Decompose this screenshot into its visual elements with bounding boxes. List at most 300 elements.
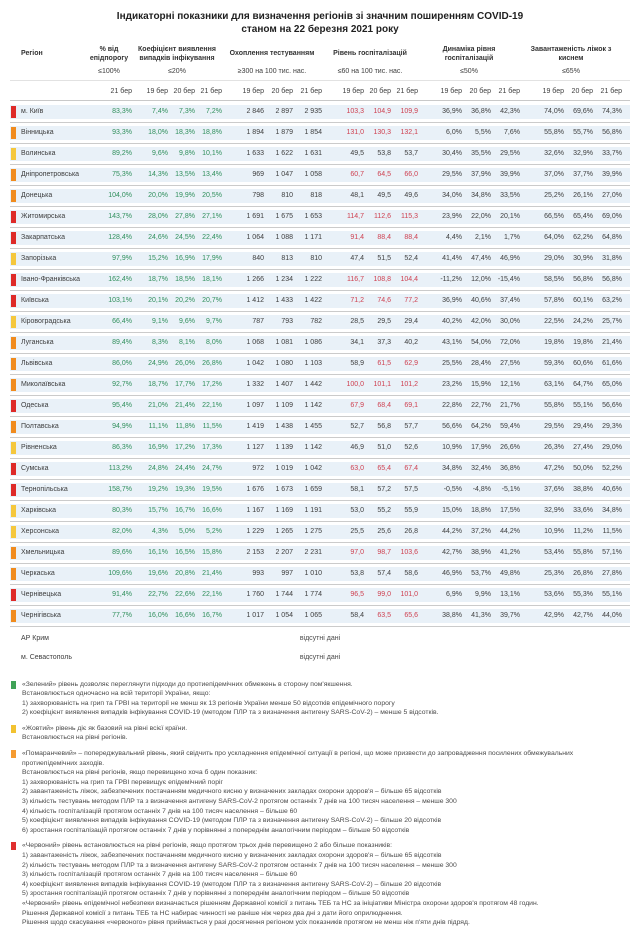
column-group-threshold: ≤100% — [98, 67, 120, 75]
cell-detection: 14,3% — [148, 171, 168, 178]
table-row — [10, 105, 630, 119]
cell-dynamics: 36,9% — [442, 108, 462, 115]
cell-oxygen-beds: 56,8% — [602, 276, 622, 283]
cell-oxygen-beds: 19,8% — [573, 339, 593, 346]
cell-testing: 1 659 — [304, 486, 322, 493]
cell-epid-threshold: 109,6% — [108, 570, 132, 577]
cell-testing: 1 065 — [304, 612, 322, 619]
column-date-label: 20 бер — [369, 87, 391, 95]
region-name: м. Київ — [21, 108, 44, 115]
cell-detection: 13,5% — [175, 171, 195, 178]
cell-oxygen-beds: 64,7% — [573, 381, 593, 388]
cell-oxygen-beds: 56,8% — [573, 276, 593, 283]
cell-detection: 17,3% — [202, 444, 222, 451]
cell-testing: 1 109 — [275, 402, 293, 409]
cell-oxygen-beds: 52,2% — [602, 465, 622, 472]
cell-epid-threshold: 128,4% — [108, 234, 132, 241]
region-name: Запорізька — [21, 255, 57, 262]
cell-detection: 24,8% — [148, 465, 168, 472]
page-title-line2: станом на 22 березня 2021 року — [241, 24, 399, 35]
cell-testing: 1 047 — [275, 171, 293, 178]
cell-hospitalization: 69,1 — [404, 402, 418, 409]
cell-dynamics: 2,1% — [475, 234, 491, 241]
cell-hospitalization: 65,6 — [404, 612, 418, 619]
cell-detection: 17,9% — [202, 255, 222, 262]
cell-dynamics: 29,5% — [442, 171, 462, 178]
table-row — [10, 336, 630, 350]
column-date-label: 20 бер — [271, 87, 293, 95]
cell-hospitalization: 57,2 — [377, 486, 391, 493]
legend-line: Рішення Державної комісії з питань ТЕБ та НС набирає чинності не раніше ніж через два дні з дати його оприлюднення. — [22, 909, 403, 917]
cell-detection: 22,1% — [202, 402, 222, 409]
region-name: Хмельницька — [21, 549, 65, 556]
legend-line: Встановлюється одночасно на всій території України, якщо: — [22, 690, 211, 698]
cell-hospitalization: 88,4 — [377, 234, 391, 241]
cell-detection: 7,4% — [152, 108, 168, 115]
cell-detection: 20,8% — [175, 570, 195, 577]
cell-oxygen-beds: 27,0% — [602, 192, 622, 199]
cell-dynamics: 6,0% — [446, 129, 462, 136]
cell-epid-threshold: 89,4% — [112, 339, 132, 346]
cell-testing: 1 068 — [246, 339, 264, 346]
cell-testing: 1 054 — [275, 612, 293, 619]
cell-oxygen-beds: 47,2% — [544, 465, 564, 472]
cell-hospitalization: 61,5 — [377, 360, 391, 367]
cell-detection: 8,1% — [179, 339, 195, 346]
table-row — [10, 378, 630, 392]
cell-testing: 1 139 — [275, 444, 293, 451]
cell-testing: 1 229 — [246, 528, 264, 535]
cell-oxygen-beds: 57,1% — [602, 549, 622, 556]
cell-detection: 7,3% — [179, 108, 195, 115]
cell-detection: 22,6% — [175, 591, 195, 598]
cell-oxygen-beds: 56,8% — [602, 129, 622, 136]
cell-hospitalization: 101,0 — [400, 591, 418, 598]
cell-epid-threshold: 91,4% — [112, 591, 132, 598]
cell-oxygen-beds: 55,1% — [573, 402, 593, 409]
region-name: Полтавська — [21, 423, 59, 430]
cell-hospitalization: 29,4 — [404, 318, 418, 325]
cell-hospitalization: 66,0 — [404, 171, 418, 178]
table-header — [10, 46, 630, 101]
cell-detection: 19,6% — [148, 570, 168, 577]
orange-level-square-icon — [11, 750, 16, 758]
column-group-threshold: ≥300 на 100 тис. нас. — [237, 67, 307, 75]
table-row — [10, 567, 630, 581]
cell-testing: 2 846 — [246, 108, 264, 115]
cell-epid-threshold: 86,0% — [112, 360, 132, 367]
cell-detection: 7,2% — [206, 108, 222, 115]
cell-testing: 1 275 — [304, 528, 322, 535]
cell-detection: 20,5% — [202, 192, 222, 199]
cell-detection: 26,8% — [202, 360, 222, 367]
cell-testing: 1 676 — [246, 486, 264, 493]
column-date-label: 21 бер — [110, 87, 132, 95]
legend-line: 1) завантаженість ліжок, забезпечених постачанням медичного кисню у визначених закладах охорони здоров'я – більше 65 відсотків — [22, 852, 442, 859]
region-name: Кіровоградська — [21, 318, 71, 325]
cell-hospitalization: 60,7 — [350, 171, 364, 178]
column-group-title: Завантаженість ліжок з киснем — [530, 46, 612, 62]
cell-testing: 1 433 — [275, 297, 293, 304]
cell-dynamics: 34,8% — [471, 192, 491, 199]
legend-line: Встановлюється на рівні регіонів. — [22, 734, 128, 742]
cell-detection: 27,8% — [175, 213, 195, 220]
cell-dynamics: 30,4% — [442, 150, 462, 157]
cell-epid-threshold: 89,2% — [112, 150, 132, 157]
region-name: Львівська — [21, 360, 53, 367]
cell-hospitalization: 64,5 — [377, 171, 391, 178]
region-name: Київська — [21, 297, 49, 304]
cell-epid-threshold: 158,7% — [108, 486, 132, 493]
table-row — [10, 609, 630, 623]
cell-detection: 19,2% — [148, 486, 168, 493]
cell-detection: 16,1% — [148, 549, 168, 556]
cell-hospitalization: 62,9 — [404, 360, 418, 367]
cell-oxygen-beds: 32,6% — [544, 150, 564, 157]
column-date-label: 19 бер — [242, 87, 264, 95]
cell-detection: 18,3% — [175, 129, 195, 136]
legend-line: 4) коефіцієнт виявлення випадків інфікування COVID-19 (методом ПЛР та з визначення антигену SARS-CoV-2) – більше 20 відсотків — [22, 880, 442, 888]
cell-testing: 1 142 — [304, 402, 322, 409]
cell-testing: 810 — [310, 255, 322, 262]
table-header-dates — [10, 88, 630, 101]
column-header-region: Регіон — [21, 50, 43, 58]
cell-dynamics: 56,6% — [442, 423, 462, 430]
cell-testing: 810 — [281, 192, 293, 199]
column-date-label: 19 бер — [440, 87, 462, 95]
data-table — [10, 101, 630, 623]
legend-line: 2) завантаженість ліжок, забезпечених постачанням медичного кисню у визначених закладах охорони здоров'я – більше 65 відсотків — [22, 788, 442, 796]
legend-line: Встановлюється на рівні регіонів, якщо перевищено хоча б один показник: — [22, 769, 258, 777]
cell-dynamics: 41,2% — [500, 549, 520, 556]
cell-detection: 24,7% — [202, 465, 222, 472]
cell-epid-threshold: 113,2% — [108, 465, 132, 472]
cell-hospitalization: 103,6 — [400, 549, 418, 556]
cell-detection: 9,1% — [152, 318, 168, 325]
legend-line: Рішення щодо скасування «червоного» рівня приймається у разі досягнення регіоном усіх показників протягом не менш ніж п'яти днів підряд. — [22, 919, 470, 927]
cell-oxygen-beds: 69,0% — [602, 213, 622, 220]
cell-dynamics: 59,4% — [500, 423, 520, 430]
legend-item — [10, 749, 630, 835]
cell-detection: 9,6% — [179, 318, 195, 325]
cell-oxygen-beds: 50,0% — [573, 465, 593, 472]
cell-dynamics: 46,9% — [500, 255, 520, 262]
cell-hospitalization: 52,6 — [404, 444, 418, 451]
region-name: Закарпатська — [21, 234, 66, 241]
cell-epid-threshold: 80,3% — [112, 507, 132, 514]
cell-oxygen-beds: 74,0% — [544, 108, 564, 115]
cell-hospitalization: 53,0 — [350, 507, 364, 514]
cell-detection: 19,3% — [175, 486, 195, 493]
cell-hospitalization: 51,0 — [377, 444, 391, 451]
cell-oxygen-beds: 30,9% — [573, 255, 593, 262]
green-level-square-icon — [11, 681, 16, 689]
cell-oxygen-beds: 29,0% — [602, 444, 622, 451]
cell-testing: 1 058 — [304, 171, 322, 178]
cell-detection: 4,3% — [152, 528, 168, 535]
cell-dynamics: 46,9% — [442, 570, 462, 577]
region-name: Донецька — [21, 192, 53, 199]
cell-epid-threshold: 103,1% — [108, 297, 132, 304]
cell-hospitalization: 51,5 — [377, 255, 391, 262]
cell-hospitalization: 25,5 — [350, 528, 364, 535]
cell-detection: 17,7% — [175, 381, 195, 388]
region-name: АР Крим — [21, 634, 49, 642]
cell-detection: 22,1% — [202, 591, 222, 598]
cell-hospitalization: 132,1 — [400, 129, 418, 136]
column-group-title: Охоплення тестуванням — [229, 50, 315, 58]
region-name: Дніпропетровська — [21, 171, 80, 178]
cell-dynamics: 5,5% — [475, 129, 491, 136]
cell-dynamics: 1,7% — [504, 234, 520, 241]
cell-testing: 1 419 — [246, 423, 264, 430]
cell-epid-threshold: 77,7% — [112, 612, 132, 619]
cell-detection: 15,7% — [148, 507, 168, 514]
cell-hospitalization: 49,5 — [377, 192, 391, 199]
region-name: Чернівецька — [21, 591, 62, 598]
cell-oxygen-beds: 25,7% — [602, 318, 622, 325]
cell-detection: 21,0% — [148, 402, 168, 409]
cell-hospitalization: 49,6 — [404, 192, 418, 199]
cell-testing: 2 153 — [246, 549, 264, 556]
cell-testing: 1 854 — [304, 129, 322, 136]
cell-detection: 20,2% — [175, 297, 195, 304]
cell-testing: 1 653 — [304, 213, 322, 220]
legend-line: 1) захворюваність на грип та ГРВІ перевищує епідемічний поріг — [22, 778, 223, 786]
cell-oxygen-beds: 64,0% — [544, 234, 564, 241]
cell-hospitalization: 112,6 — [374, 213, 391, 220]
cell-dynamics: 6,9% — [446, 591, 462, 598]
column-date-label: 19 бер — [342, 87, 364, 95]
cell-detection: 18,1% — [202, 276, 222, 283]
cell-testing: 1 894 — [246, 129, 264, 136]
cell-testing: 1 760 — [246, 591, 264, 598]
cell-detection: 18,5% — [175, 276, 195, 283]
column-date-label: 21 бер — [396, 87, 418, 95]
cell-testing: 1 142 — [304, 444, 322, 451]
cell-dynamics: 25,5% — [442, 360, 462, 367]
table-row — [10, 252, 630, 266]
table-header-thresholds — [10, 68, 630, 81]
cell-hospitalization: 101,2 — [400, 381, 418, 388]
cell-oxygen-beds: 37,7% — [573, 171, 593, 178]
column-date-label: 21 бер — [600, 87, 622, 95]
cell-testing: 1 691 — [246, 213, 264, 220]
cell-epid-threshold: 94,9% — [112, 423, 132, 430]
cell-testing: 787 — [252, 318, 264, 325]
cell-testing: 1 222 — [304, 276, 322, 283]
cell-testing: 1 673 — [275, 486, 293, 493]
cell-detection: 11,1% — [148, 423, 168, 430]
cell-hospitalization: 58,1 — [350, 486, 364, 493]
cell-hospitalization: 58,9 — [350, 360, 364, 367]
cell-dynamics: 37,2% — [471, 528, 491, 535]
cell-oxygen-beds: 60,1% — [573, 297, 593, 304]
cell-hospitalization: 46,9 — [350, 444, 364, 451]
cell-hospitalization: 104,9 — [373, 108, 391, 115]
cell-testing: 2 207 — [275, 549, 293, 556]
cell-testing: 1 171 — [304, 234, 322, 241]
cell-detection: 18,0% — [148, 129, 168, 136]
table-row — [10, 273, 630, 287]
cell-hospitalization: 40,2 — [404, 339, 418, 346]
cell-hospitalization: 47,4 — [350, 255, 364, 262]
cell-epid-threshold: 92,7% — [112, 381, 132, 388]
cell-epid-threshold: 82,0% — [112, 528, 132, 535]
cell-oxygen-beds: 27,8% — [602, 570, 622, 577]
cell-detection: 15,8% — [202, 549, 222, 556]
legend-item — [10, 680, 630, 718]
cell-hospitalization: 99,0 — [377, 591, 391, 598]
region-name: Рівненська — [21, 444, 57, 451]
cell-hospitalization: 53,7 — [404, 150, 418, 157]
cell-oxygen-beds: 11,5% — [602, 528, 622, 535]
cell-hospitalization: 108,8 — [373, 276, 391, 283]
legend-line: «Червоний» рівень встановлюється на рівні регіонів, якщо протягом трьох днів перевищено 2 або більше показників: — [22, 842, 393, 850]
cell-hospitalization: 55,9 — [404, 507, 418, 514]
region-name: Вінницька — [21, 129, 54, 136]
cell-dynamics: 43,1% — [442, 339, 462, 346]
cell-dynamics: 7,6% — [504, 129, 520, 136]
cell-detection: 11,8% — [175, 423, 195, 430]
cell-detection: 20,0% — [148, 192, 168, 199]
cell-detection: 9,8% — [179, 150, 195, 157]
cell-hospitalization: 28,5 — [350, 318, 364, 325]
cell-hospitalization: 25,6 — [377, 528, 391, 535]
column-group-threshold: ≤65% — [562, 67, 580, 75]
cell-dynamics: 27,5% — [500, 360, 520, 367]
cell-dynamics: 38,9% — [471, 549, 491, 556]
cell-hospitalization: 88,4 — [404, 234, 418, 241]
cell-detection: 16,5% — [175, 549, 195, 556]
cell-oxygen-beds: 32,9% — [544, 507, 564, 514]
cell-testing: 1 265 — [275, 528, 293, 535]
cell-epid-threshold: 95,4% — [112, 402, 132, 409]
cell-testing: 1 332 — [246, 381, 264, 388]
cell-testing: 1 103 — [304, 360, 322, 367]
cell-dynamics: 20,1% — [500, 213, 520, 220]
cell-oxygen-beds: 61,6% — [602, 360, 622, 367]
cell-dynamics: 42,3% — [500, 108, 520, 115]
cell-epid-threshold: 104,0% — [108, 192, 132, 199]
cell-oxygen-beds: 63,2% — [602, 297, 622, 304]
legend-line: 5) зростання госпіталізацій протягом останніх 7 днів у порівнянні з попереднім аналогічним періодом – більше 50 відсотків — [22, 890, 410, 898]
cell-dynamics: 21,7% — [500, 402, 520, 409]
cell-testing: 1 266 — [246, 276, 264, 283]
cell-dynamics: 4,4% — [446, 234, 462, 241]
region-name: Тернопільська — [21, 486, 68, 493]
legend-item — [10, 841, 630, 927]
cell-testing: 1 019 — [275, 465, 293, 472]
cell-detection: 16,7% — [175, 507, 195, 514]
cell-testing: 997 — [281, 570, 293, 577]
cell-oxygen-beds: 44,0% — [602, 612, 622, 619]
cell-dynamics: -0,5% — [443, 486, 462, 493]
cell-dynamics: 28,4% — [471, 360, 491, 367]
cell-hospitalization: 55,2 — [377, 507, 391, 514]
cell-detection: 13,4% — [202, 171, 222, 178]
cell-detection: 17,2% — [202, 381, 222, 388]
cell-oxygen-beds: 11,2% — [573, 528, 593, 535]
cell-testing: 1 080 — [275, 360, 293, 367]
cell-dynamics: 12,0% — [471, 276, 491, 283]
cell-testing: 1 407 — [275, 381, 293, 388]
cell-testing: 1 064 — [246, 234, 264, 241]
cell-oxygen-beds: 63,1% — [544, 381, 564, 388]
no-data-row — [10, 630, 630, 647]
cell-oxygen-beds: 66,5% — [544, 213, 564, 220]
cell-detection: 26,0% — [175, 360, 195, 367]
cell-epid-threshold: 97,9% — [112, 255, 132, 262]
cell-dynamics: 33,5% — [500, 192, 520, 199]
no-data-row — [10, 649, 630, 666]
cell-hospitalization: 98,7 — [377, 549, 391, 556]
cell-hospitalization: 109,9 — [400, 108, 418, 115]
cell-oxygen-beds: 25,2% — [544, 192, 564, 199]
cell-testing: 1 010 — [304, 570, 322, 577]
cell-hospitalization: 67,4 — [404, 465, 418, 472]
cell-testing: 782 — [310, 318, 322, 325]
region-name: Івано-Франківська — [21, 276, 81, 283]
cell-oxygen-beds: 56,6% — [602, 402, 622, 409]
cell-epid-threshold: 89,6% — [112, 549, 132, 556]
cell-dynamics: 9,9% — [475, 591, 491, 598]
cell-dynamics: 17,5% — [500, 507, 520, 514]
cell-hospitalization: 114,7 — [347, 213, 364, 220]
region-name: Миколаївська — [21, 381, 66, 388]
cell-oxygen-beds: 55,7% — [573, 129, 593, 136]
table-row — [10, 525, 630, 539]
cell-epid-threshold: 162,4% — [108, 276, 132, 283]
region-name: Харківська — [21, 507, 56, 514]
cell-testing: 1 675 — [275, 213, 293, 220]
yellow-level-square-icon — [11, 725, 16, 733]
legend-line: 6) зростання госпіталізацій протягом останніх 7 днів у порівнянні з попереднім аналогічним періодом – більше 50 відсотків — [22, 826, 410, 834]
column-group-threshold: ≤20% — [168, 67, 186, 75]
column-group-title: % від епідпорогу — [89, 46, 129, 62]
cell-dynamics: 32,4% — [471, 465, 491, 472]
cell-testing: 818 — [310, 192, 322, 199]
cell-testing: 1 088 — [275, 234, 293, 241]
cell-detection: 17,2% — [175, 444, 195, 451]
cell-dynamics: 13,1% — [500, 591, 520, 598]
cell-oxygen-beds: 29,4% — [573, 423, 593, 430]
cell-oxygen-beds: 10,9% — [544, 528, 564, 535]
cell-oxygen-beds: 29,5% — [544, 423, 564, 430]
cell-testing: 1 097 — [246, 402, 264, 409]
table-row — [10, 420, 630, 434]
cell-testing: 2 935 — [304, 108, 322, 115]
cell-hospitalization: 57,7 — [404, 423, 418, 430]
cell-dynamics: 41,3% — [471, 612, 491, 619]
legend-line: 2) кількість тестувань методом ПЛР та з визначення антигену SARS-CoV-2 протягом останніх 7 днів на 100 тисяч населення – менше 300 — [22, 861, 457, 869]
cell-detection: 24,9% — [148, 360, 168, 367]
column-date-label: 21 бер — [300, 87, 322, 95]
table-row — [10, 441, 630, 455]
table-row — [10, 210, 630, 224]
cell-detection: 8,3% — [152, 339, 168, 346]
cell-hospitalization: 37,3 — [377, 339, 391, 346]
cell-hospitalization: 34,1 — [350, 339, 364, 346]
cell-testing: 2 897 — [275, 108, 293, 115]
cell-oxygen-beds: 39,9% — [602, 171, 622, 178]
cell-hospitalization: 52,4 — [404, 255, 418, 262]
cell-dynamics: -15,4% — [497, 276, 520, 283]
cell-oxygen-beds: 55,8% — [544, 402, 564, 409]
cell-dynamics: 29,5% — [500, 150, 520, 157]
column-date-label: 19 бер — [146, 87, 168, 95]
table-row — [10, 231, 630, 245]
